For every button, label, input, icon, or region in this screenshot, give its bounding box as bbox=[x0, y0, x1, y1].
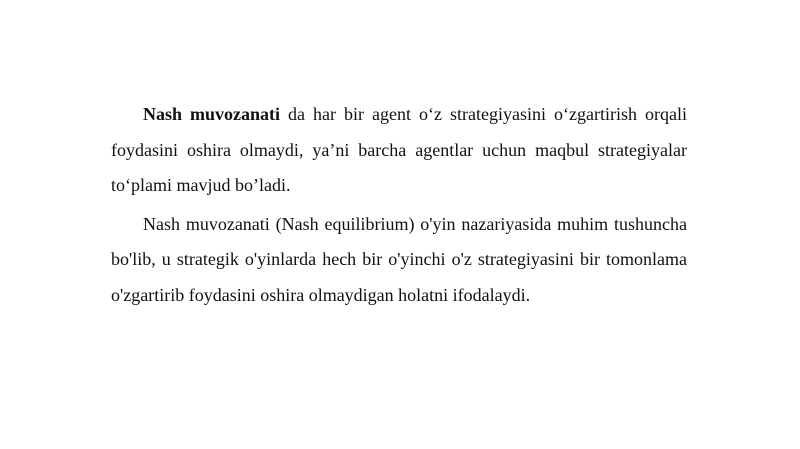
bold-term: Nash muvozanati bbox=[143, 104, 281, 124]
paragraph-explanation bbox=[111, 207, 687, 314]
paragraph-definition bbox=[111, 97, 687, 204]
paragraph-text: Nash muvozanati (Nash equilibrium) o'yin nazariyasida muhim tushuncha bo'lib, u strategik o'yinlarda hech bir o'yinchi o'z strategiyasini bir tomonlama o'zgartirib foydasini oshira olmaydigan holatni ifodalaydi. bbox=[111, 213, 687, 305]
paragraph-text: da har bir agent o‘z strategiyasini o‘zgartirish orqali foydasini oshira olmaydi, ya’ni barcha agentlar uchun maqbul strategiyalar to‘plami mavjud bo’ladi. bbox=[111, 104, 687, 195]
document-body bbox=[111, 97, 687, 313]
